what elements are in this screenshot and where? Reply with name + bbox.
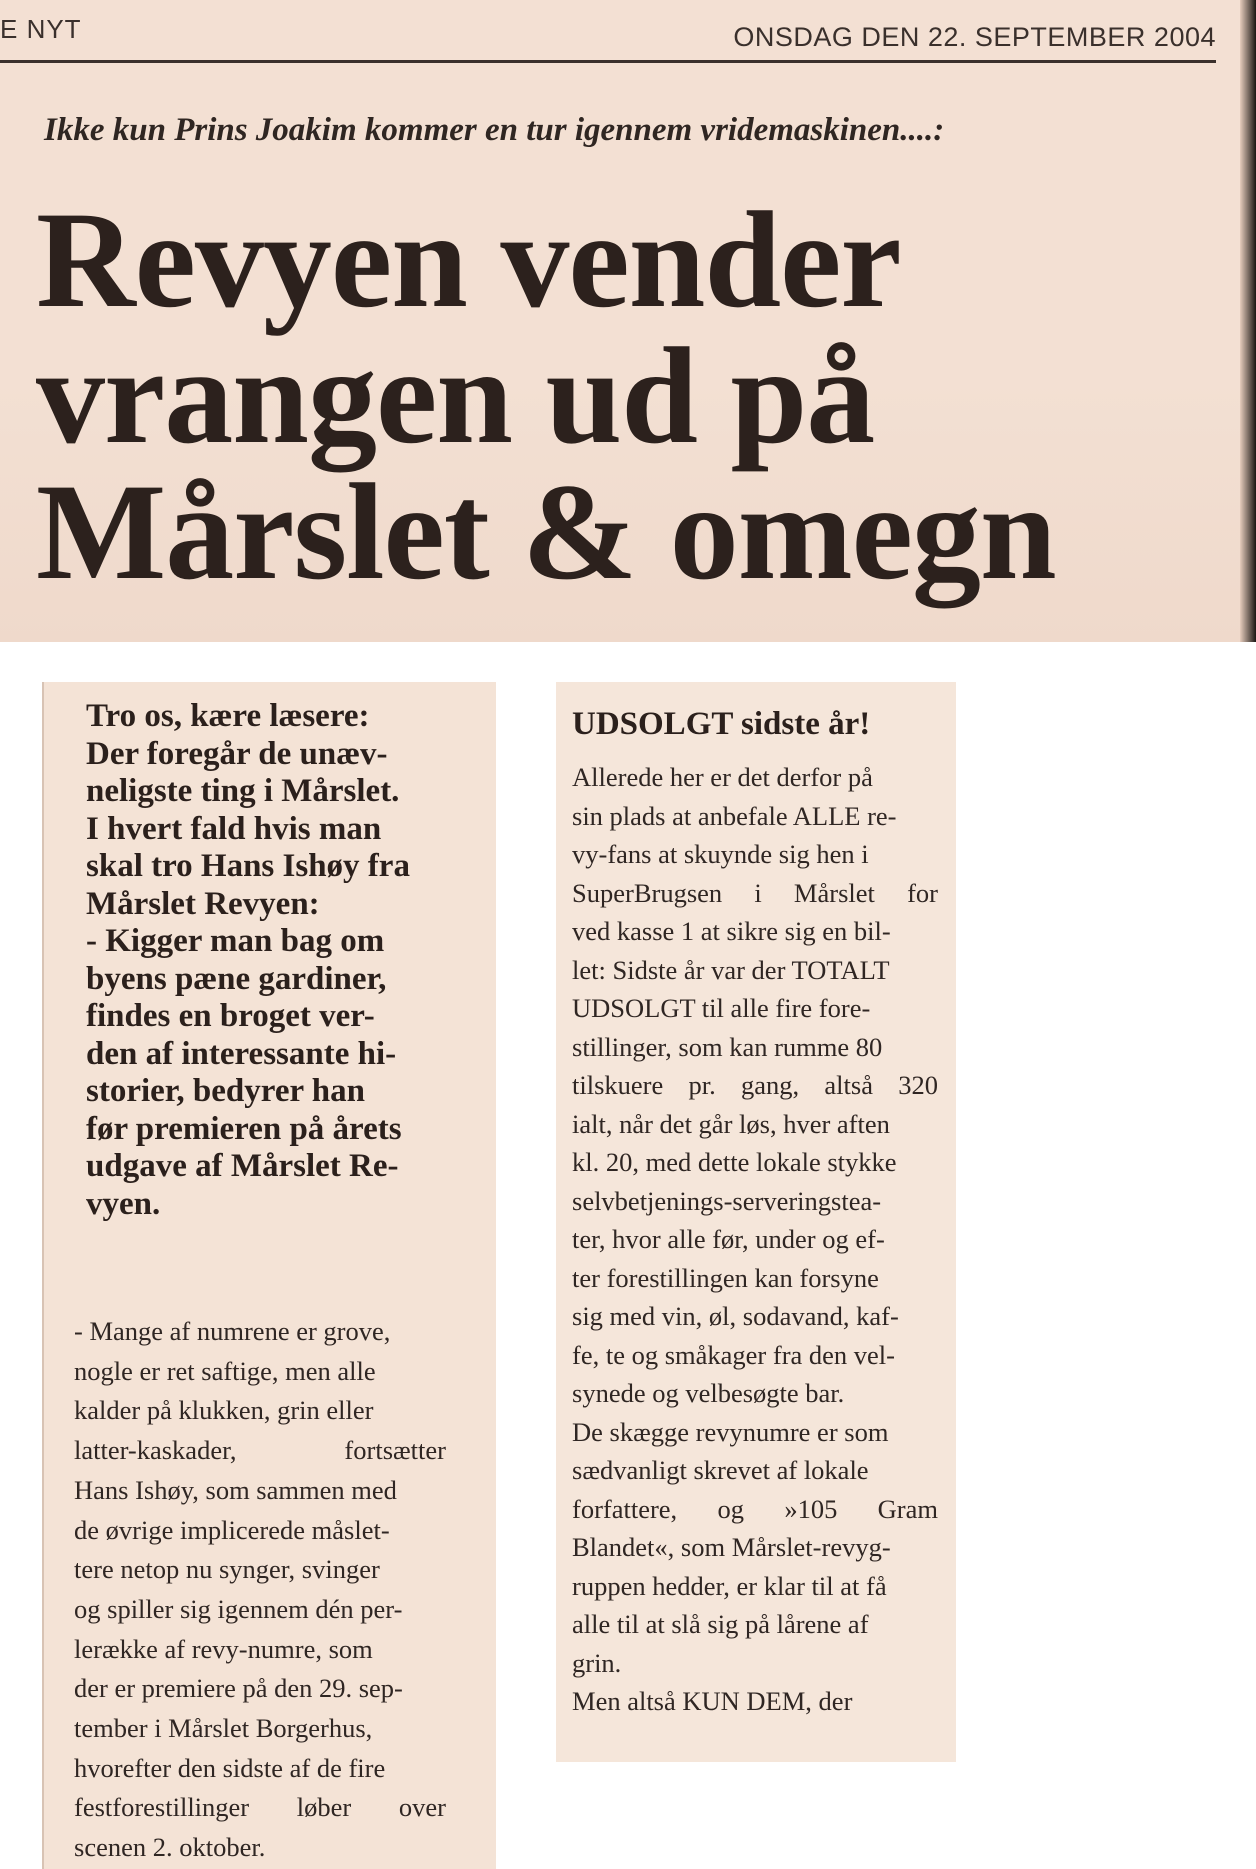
lead-line: neligste ting i Mårslet. [86, 773, 400, 809]
lead-line: findes en broget ver- [86, 998, 375, 1034]
headline-line: Revyen vender [36, 183, 901, 336]
lead-line: - Kigger man bag om [86, 923, 385, 959]
headline-line: vrangen ud på [36, 319, 875, 472]
subheading: UDSOLGT sidste år! [572, 706, 871, 742]
lead-line: vyen. [86, 1185, 161, 1222]
lead-line: Tro os, kære læsere: [86, 698, 370, 734]
body-line: ter, hvor alle før, under og ef- [572, 1224, 885, 1254]
lead-line: I hvert fald hvis man [86, 810, 382, 847]
lead-line: Der foregår de unæv- [86, 735, 388, 772]
body-line: ialt, når det går løs, hver aften [572, 1108, 890, 1139]
body-text-right [572, 758, 938, 1721]
body-line: tilskuere pr. gang, altså 320 [572, 1070, 938, 1100]
body-line: selvbetjenings-serveringstea- [572, 1185, 882, 1216]
lead-line: skal tro Hans Ishøy fra [86, 848, 410, 884]
body-line: alle til at slå sig på lårene af [572, 1609, 869, 1639]
body-line: fe, te og småkager fra den vel- [572, 1339, 895, 1370]
lead-line: storier, bedyrer han [86, 1073, 365, 1109]
body-line: UDSOLGT til alle fire fore- [572, 993, 871, 1023]
kicker: Ikke kun Prins Joakim kommer en tur igennem vridemaskinen....: [44, 112, 945, 148]
body-line: tember i Mårslet Borgerhus, [74, 1713, 373, 1744]
body-line: ved kasse 1 at sikre sig en bil- [572, 916, 891, 946]
body-line: scenen 2. oktober. [74, 1832, 266, 1863]
body-line: Allerede her er det derfor på [572, 762, 873, 792]
body-line: vy-fans at skuynde sig hen i [572, 839, 869, 869]
body-line: ter forestillingen kan forsyne [572, 1262, 879, 1293]
lead-line: byens pæne gardiner, [86, 960, 387, 997]
body-line: forfattere, og »105 Gram [572, 1493, 938, 1524]
body-line: ruppen hedder, er klar til at få [572, 1570, 887, 1601]
body-line: synede og velbesøgte bar. [572, 1378, 845, 1408]
body-line: - Mange af numrene er grove, [74, 1316, 391, 1346]
lead-line: udgave af Mårslet Re- [86, 1148, 399, 1184]
body-line: der er premiere på den 29. sep- [74, 1673, 403, 1704]
lead-paragraph [86, 698, 486, 1223]
lead-line: Mårslet Revyen: [86, 885, 320, 922]
body-line: Hans Ishøy, som sammen med [74, 1474, 397, 1505]
body-line: Men altså KUN DEM, der [572, 1686, 853, 1716]
lead-line: før premieren på årets [86, 1110, 402, 1147]
body-line: og spiller sig igennem dén per- [74, 1593, 403, 1624]
body-text-left [74, 1312, 446, 1868]
body-line: lerække af revy-numre, som [74, 1633, 373, 1664]
body-line: festforestillinger løber over [74, 1792, 446, 1823]
body-line: De skægge revynumre er som [572, 1416, 889, 1447]
headline [36, 183, 1236, 608]
body-line: Blandet«, som Mårslet-revyg- [572, 1532, 891, 1562]
body-line: grin. [572, 1647, 622, 1678]
lead-line: den af interessante hi- [86, 1035, 397, 1072]
body-line: sædvanligt skrevet af lokale [572, 1455, 869, 1485]
headline-line: Mårslet & omegn [36, 455, 1056, 608]
section-label: E NYT [0, 14, 82, 44]
scan-edge [1240, 0, 1256, 642]
issue-date: ONSDAG DEN 22. SEPTEMBER 2004 [733, 22, 1216, 52]
body-line: let: Sidste år var der TOTALT [572, 954, 890, 985]
body-line: nogle er ret saftige, men alle [74, 1355, 376, 1386]
body-line: SuperBrugsen i Mårslet for [572, 877, 938, 908]
body-line: hvorefter den sidste af de fire [74, 1752, 386, 1783]
body-line: sin plads at anbefale ALLE re- [572, 800, 897, 831]
body-line: stillinger, som kan rumme 80 [572, 1031, 883, 1062]
masthead-rule [0, 60, 1216, 63]
body-line: tere netop nu synger, svinger [74, 1554, 380, 1585]
body-line: sig med vin, øl, sodavand, kaf- [572, 1301, 899, 1331]
body-line: kalder på klukken, grin eller [74, 1395, 374, 1426]
body-line: de øvrige implicerede måslet- [74, 1514, 390, 1545]
body-line: latter-kaskader, fortsætter [74, 1435, 446, 1466]
body-line: kl. 20, med dette lokale stykke [572, 1147, 897, 1177]
